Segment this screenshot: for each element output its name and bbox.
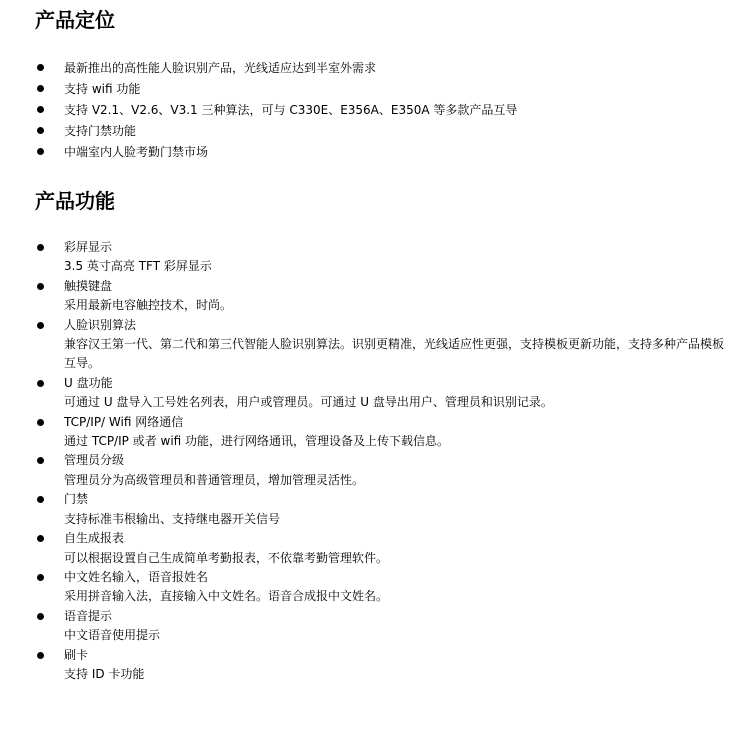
feature-label: 触摸键盘 (64, 278, 113, 293)
list-item (0, 646, 729, 685)
feature-description: 3.5 英寸高亮 TFT 彩屏显示 (64, 259, 212, 274)
feature-description: 可通过 U 盘导入工号姓名列表，用户或管理员。可通过 U 盘导出用户、管理员和识别记录。 (64, 395, 553, 410)
bullet-icon (37, 283, 44, 290)
features-list (0, 238, 729, 684)
list-item (0, 451, 729, 490)
feature-description: 通过 TCP/IP 或者 wifi 功能，进行网络通讯，管理设备及上传下载信息。 (64, 434, 450, 449)
feature-label: 门禁 (64, 492, 89, 507)
feature-description: 管理员分为高级管理员和普通管理员，增加管理灵活性。 (64, 472, 365, 487)
list-item-label: 支持门禁功能 (64, 124, 137, 138)
bullet-icon (37, 496, 44, 503)
bullet-icon (37, 127, 44, 134)
bullet-icon (37, 613, 44, 620)
bullet-icon (37, 322, 44, 329)
list-item (0, 413, 729, 452)
list-item (0, 121, 517, 142)
feature-label: U 盘功能 (64, 375, 113, 390)
list-item (0, 142, 517, 163)
feature-description: 兼容汉王第一代、第二代和第三代智能人脸识别算法。识别更精准，光线适应性更强，支持模板更新功能，支持多种产品模板互导。 (64, 337, 725, 371)
bullet-icon (37, 574, 44, 581)
feature-label: 语音提示 (64, 608, 113, 623)
feature-label: 管理员分级 (64, 453, 125, 468)
bullet-icon (37, 148, 44, 155)
feature-label: 中文姓名输入，语音报姓名 (64, 569, 209, 584)
bullet-icon (37, 535, 44, 542)
bullet-icon (37, 419, 44, 426)
list-item (0, 58, 517, 79)
feature-description: 支持 ID 卡功能 (64, 666, 145, 681)
list-item (0, 490, 729, 529)
list-item (0, 238, 729, 277)
list-item-label: 支持 wifi 功能 (64, 82, 141, 96)
list-item (0, 529, 729, 568)
list-item (0, 316, 729, 374)
list-item (0, 568, 729, 607)
list-item (0, 374, 729, 413)
feature-label: 刷卡 (64, 647, 89, 662)
positioning-list (0, 58, 517, 163)
list-item-label: 中端室内人脸考勤门禁市场 (64, 145, 209, 159)
bullet-icon (37, 652, 44, 659)
feature-label: 彩屏显示 (64, 240, 113, 254)
feature-description: 支持标准韦根输出、支持继电器开关信号 (64, 511, 281, 526)
list-item (0, 277, 729, 316)
bullet-icon (37, 64, 44, 71)
bullet-icon (37, 106, 44, 113)
feature-description: 可以根据设置自己生成简单考勤报表，不依靠考勤管理软件。 (64, 550, 389, 565)
section-title-features: 产品功能 (35, 189, 115, 213)
bullet-icon (37, 457, 44, 464)
feature-label: TCP/IP/ Wifi 网络通信 (64, 414, 184, 429)
section-title-positioning: 产品定位 (35, 8, 115, 32)
feature-label: 自生成报表 (64, 531, 125, 546)
bullet-icon (37, 244, 44, 251)
bullet-icon (37, 380, 44, 387)
feature-description: 采用拼音输入法，直接输入中文姓名。语音合成报中文姓名。 (64, 589, 389, 604)
list-item (0, 100, 517, 121)
feature-label: 人脸识别算法 (64, 317, 137, 332)
bullet-icon (37, 85, 44, 92)
list-item-label: 支持 V2.1、V2.6、V3.1 三种算法，可与 C330E、E356A、E350A 等多款产品互导 (64, 103, 518, 117)
list-item-label: 最新推出的高性能人脸识别产品，光线适应达到半室外需求 (64, 61, 377, 75)
list-item (0, 79, 517, 100)
feature-description: 中文语音使用提示 (64, 628, 161, 643)
feature-description: 采用最新电容触控技术，时尚。 (64, 298, 233, 313)
list-item (0, 607, 729, 646)
